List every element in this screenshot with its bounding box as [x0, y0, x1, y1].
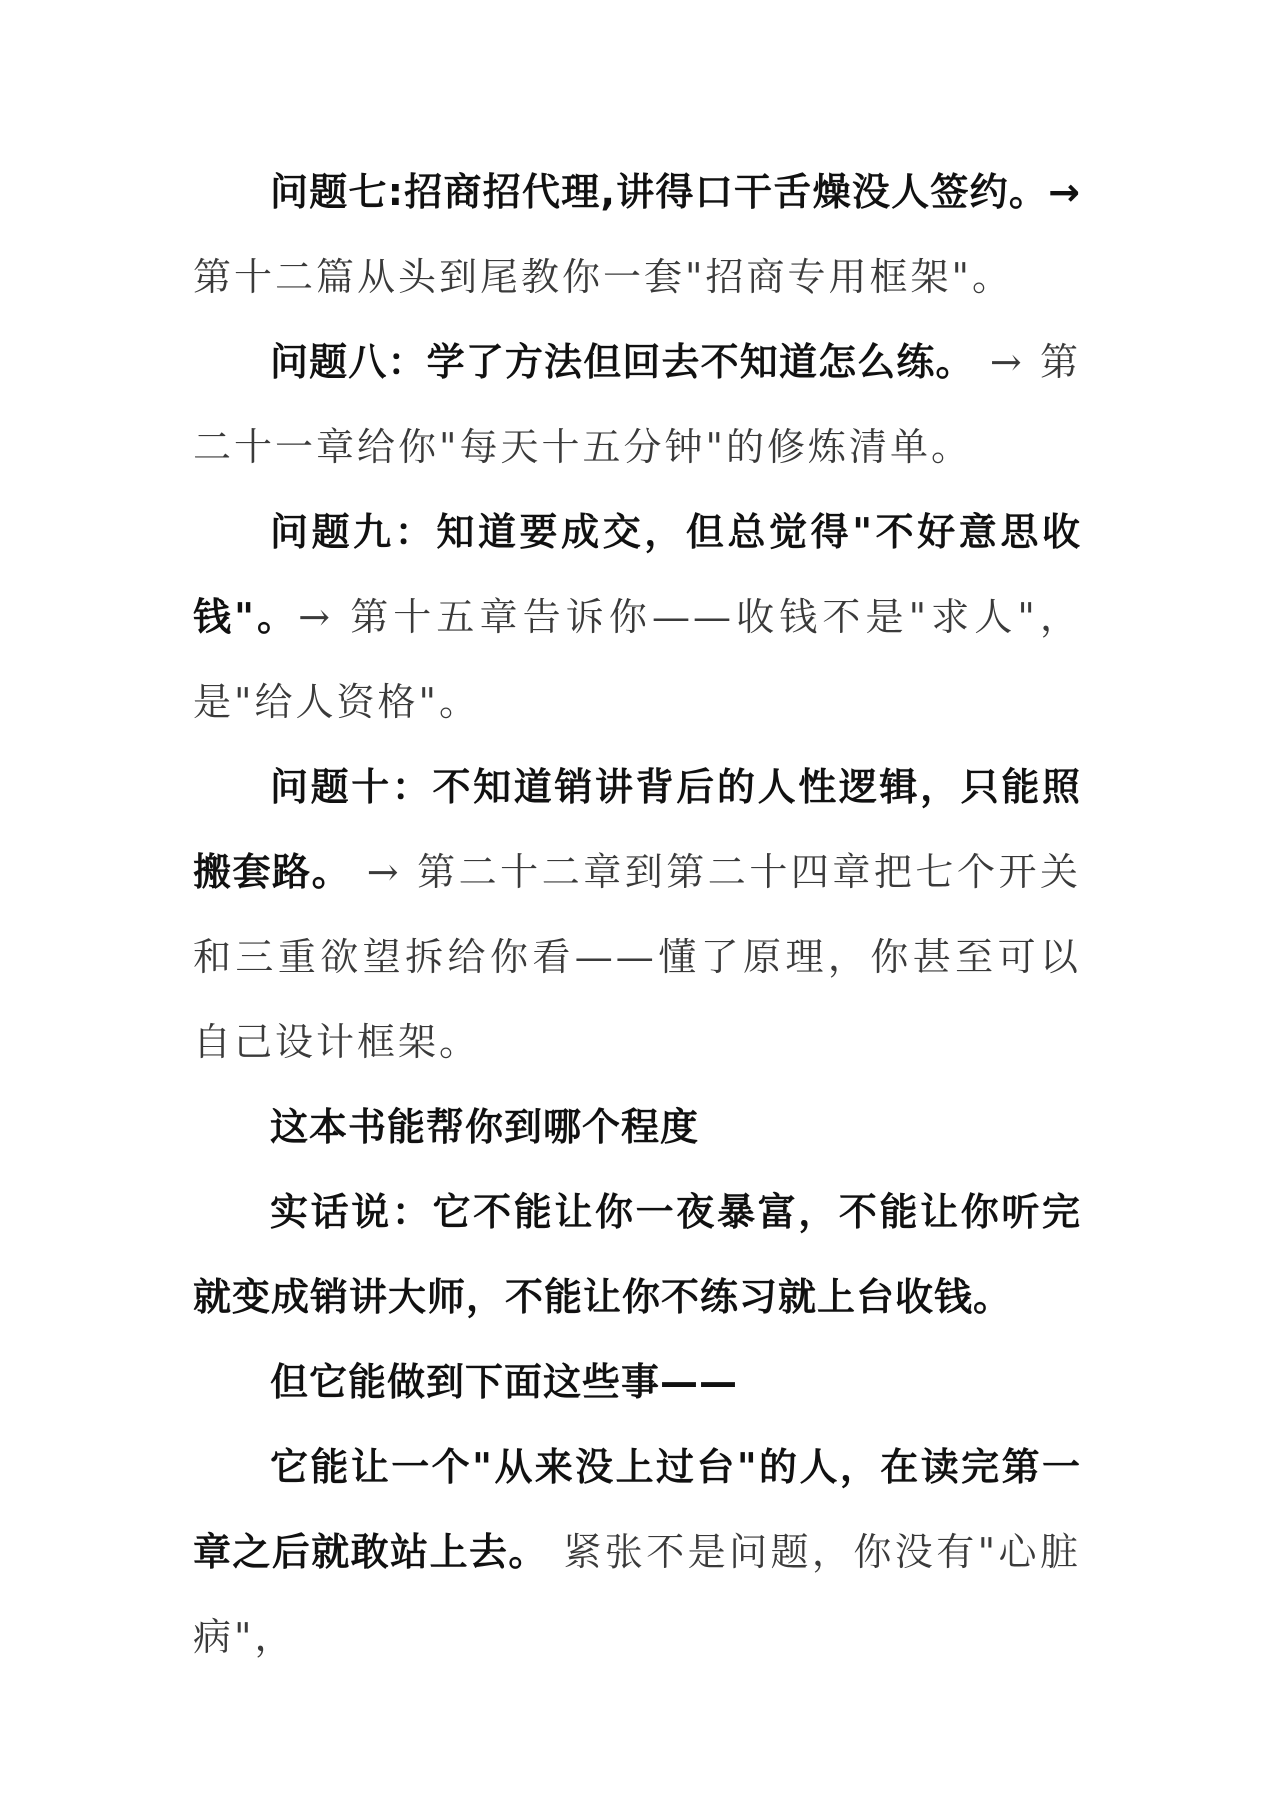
honest-statement-text: 实话说：它不能让你一夜暴富，不能让你听完就变成销讲大师，不能让你不练习就上台收钱。	[193, 1190, 1081, 1319]
paragraph-question-7	[193, 150, 1081, 320]
question-9-heading: 问题九：知道要成交，但总觉得"不好意思收钱"。	[193, 510, 1081, 639]
first-stage-bold-text: 它能让一个"从来没上过台"的人，在读完第一章之后就敢站上去。	[193, 1445, 1081, 1574]
paragraph-but-it-can	[193, 1340, 1081, 1425]
paragraph-honest-statement	[193, 1170, 1081, 1340]
question-10-heading: 问题十：不知道销讲背后的人性逻辑，只能照搬套路。	[193, 765, 1081, 894]
first-stage-normal-text: 紧张不是问题，你没有"心脏病"，	[193, 1530, 1081, 1659]
question-9-answer: → 第十五章告诉你——收钱不是"求人"，是"给人资格"。	[193, 595, 1081, 724]
question-8-answer: → 第二十一章给你"每天十五分钟"的修炼清单。	[193, 340, 1081, 469]
paragraph-question-9	[193, 490, 1081, 745]
question-7-answer: 第十二篇从头到尾教你一套"招商专用框架"。	[193, 255, 1013, 299]
section-heading-text: 这本书能帮你到哪个程度	[270, 1105, 700, 1149]
paragraph-question-10	[193, 745, 1081, 1085]
paragraph-question-8	[193, 320, 1081, 490]
document-page	[193, 150, 1081, 1680]
question-7-heading: 问题七:招商招代理,讲得口干舌燥没人签约。→	[270, 170, 1081, 214]
question-8-heading: 问题八：学了方法但回去不知道怎么练。	[270, 340, 975, 384]
paragraph-first-stage	[193, 1425, 1081, 1680]
section-heading	[193, 1085, 1081, 1170]
question-10-answer: → 第二十二章到第二十四章把七个开关和三重欲望拆给你看——懂了原理，你甚至可以自己设计框架。	[193, 850, 1081, 1064]
but-it-can-text: 但它能做到下面这些事——	[270, 1360, 739, 1404]
